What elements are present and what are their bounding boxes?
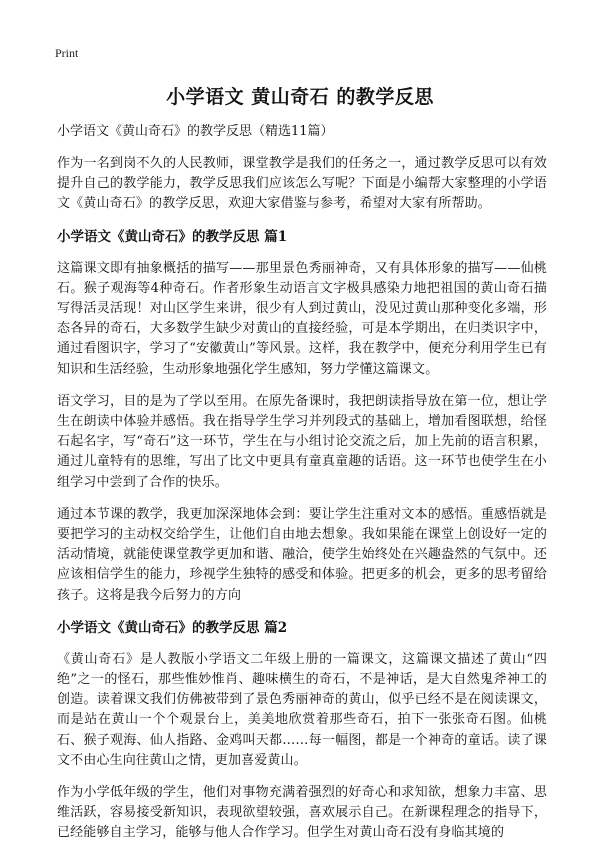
- paragraph: 语文学习，目的是为了学以至用。在原先备课时，我把朗读指导放在第一位，想让学生在朗读中体验并感悟。我在指导学生学习并列段式的基础上，增加看图联想，给怪石起名字，写“奇石”这一环节，学生在与小组讨论交流之后，加上先前的语言积累，通过儿童特有的思维，写出了比文中更具有童真童趣的话语。这一环节也使学生在小组学习中尝到了合作的快乐。: [57, 393, 547, 490]
- document-body: [57, 122, 547, 856]
- paragraph: 作为小学低年级的学生，他们对事物充满着强烈的好奇心和求知欲，想象力丰富、思维活跃，容易接受新知识，表现欲望较强，喜欢展示自己。在新课程理念的指导下，已经能够自主学习，能够与他人合作学习。但学生对黄山奇石没有身临其境的: [57, 785, 547, 841]
- section-heading: 小学语文《黄山奇石》的教学反思 篇2: [57, 619, 288, 636]
- page-title: 小学语文 黄山奇石 的教学反思: [166, 86, 434, 108]
- intro-paragraph: 作为一名到岗不久的人民教师，课堂教学是我们的任务之一，通过教学反思可以有效提升自己的教学能力，教学反思我们应该怎么写呢？下面是小编帮大家整理的小学语文《黄山奇石》的教学反思，欢迎大家借鉴与参考，希望对大家有所帮助。: [57, 156, 547, 212]
- paragraph: 《黄山奇石》是人教版小学语文二年级上册的一篇课文，这篇课文描述了黄山“四绝”之一的怪石，那些惟妙惟肖、趣味横生的奇石，不是神话，是大自然鬼斧神工的创造。读着课文我们仿佛被带到了景色秀丽神奇的黄山，似乎已经不是在阅读课文，而是站在黄山一个个观景台上，美美地欣赏着那些奇石，拍下一张张奇石图。仙桃石、猴子观海、仙人指路、金鸡叫天都……每一幅图，都是一个神奇的童话。读了课文不由心生向往黄山之情，更加喜爱黄山。: [57, 651, 547, 768]
- paragraph: 这篇课文即有抽象概括的描写——那里景色秀丽神奇，又有具体形象的描写——仙桃石。猴子观海等4种奇石。作者形象生动语言文字极具感染力地把祖国的黄山奇石描写得活灵活现！对山区学生来讲，很少有人到过黄山，没见过黄山那种变化多端，形态各异的奇石，大多数学生缺少对黄山的直接经验，可是本学期出，在归类识字中，通过看图识字，学习了“安徽黄山”等风景。这样，我在教学中，便充分利用学生已有知识和生活经验，生动形象地强化学生感知，努力学懂这篇课文。: [57, 260, 547, 377]
- print-link[interactable]: Print: [55, 46, 79, 60]
- document-subtitle: 小学语文《黄山奇石》的教学反思（精选11篇）: [57, 124, 334, 139]
- section-heading: 小学语文《黄山奇石》的教学反思 篇1: [57, 228, 288, 245]
- paragraph: 通过本节课的教学，我更加深深地体会到：要让学生注重对文本的感悟。重感悟就是要把学习的主动权交给学生，让他们自由地去想象。我如果能在课堂上创设好一定的活动情境，就能使课堂教学更加和谐、融洽，使学生始终处在兴趣盎然的气氛中。还应该相信学生的能力，珍视学生独特的感受和体验。把更多的机会，更多的思考留给孩子。这将是我今后努力的方向: [57, 506, 547, 603]
